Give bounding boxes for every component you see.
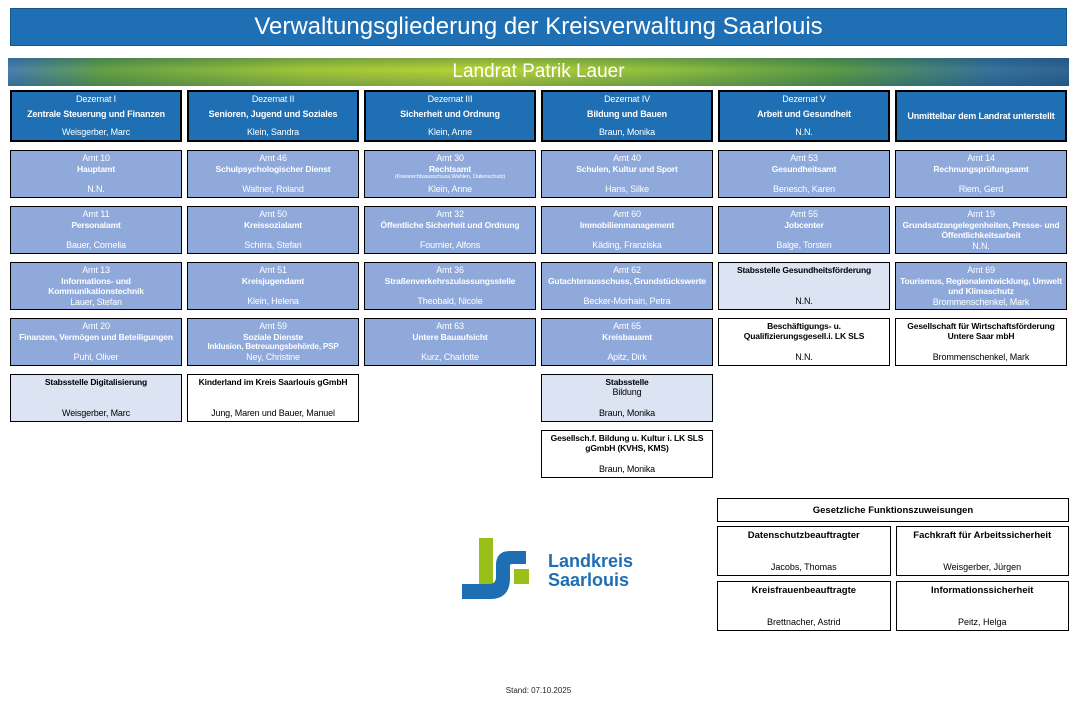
box-title: Öffentliche Sicherheit und Ordnung (380, 219, 520, 230)
logo-text (548, 552, 633, 591)
box-name: Klein, Anne (428, 127, 472, 137)
box-code: Amt 63 (436, 321, 464, 331)
box-code: Amt 40 (613, 153, 641, 163)
box-dezernat-ii (187, 90, 359, 142)
box-name: Riem, Gerd (958, 184, 1004, 195)
box-title: Senioren, Jugend und Soziales (208, 108, 338, 119)
box-name: Braun, Monika (598, 408, 656, 419)
box-title: Schulpsychologischer Dienst (215, 163, 331, 174)
page-title: Verwaltungsgliederung der Kreisverwaltung Saarlouis (10, 8, 1067, 46)
box-name: N.N. (972, 240, 990, 251)
box-name: Braun, Monika (598, 127, 656, 137)
stand-date: Stand: 07.10.2025 (505, 686, 572, 695)
box-name: Weisgerber, Marc (62, 408, 130, 419)
box-stabsstelle-digitalisierung (10, 374, 182, 422)
box-title: Personalamt (71, 219, 121, 230)
box-name: Waltner, Roland (242, 184, 304, 195)
box-title: Unmittelbar dem Landrat unterstellt (907, 110, 1055, 121)
box-dezernat-iv (541, 90, 713, 142)
box-name: Weisgerber, Jürgen (943, 562, 1022, 572)
box-amt-55 (718, 206, 890, 254)
box-code: Amt 36 (436, 265, 464, 275)
box-name: Jacobs, Thomas (770, 562, 837, 572)
box-amt-30 (364, 150, 536, 198)
box-title: Sicherheit und Ordnung (400, 108, 500, 119)
box-title: Rechtsamt (428, 163, 472, 174)
org-grid (10, 90, 1067, 478)
box-name: Weisgerber, Marc (62, 127, 130, 137)
box-code: Amt 53 (790, 153, 818, 163)
box-amt-63 (364, 318, 536, 366)
box-dezernat-i (10, 90, 182, 142)
box-title: Informationssicherheit (931, 585, 1034, 596)
box-sub: Inklusion, Betreuungsbehörde, PSP (207, 342, 339, 352)
box-title: Immobilienmanagement (579, 219, 675, 230)
box-code: Amt 19 (967, 209, 995, 219)
legal-functions-grid (717, 526, 1069, 631)
box-fachkraft-arbeitssicherheit (896, 526, 1070, 576)
box-name: Balge, Torsten (776, 240, 832, 251)
box-amt-10 (10, 150, 182, 198)
box-title: Kreisbauamt (602, 331, 652, 342)
box-name: N.N. (795, 127, 813, 137)
box-amt-62 (541, 262, 713, 310)
box-amt-40 (541, 150, 713, 198)
box-amt-20 (10, 318, 182, 366)
box-name: Braun, Monika (598, 464, 656, 475)
box-title: Informations- und Kommunikationstechnik (48, 275, 144, 297)
box-code: Dezernat III (427, 94, 473, 104)
box-title: Kreissozialamt (244, 219, 302, 230)
box-code: Amt 59 (259, 321, 287, 331)
box-amt-46 (187, 150, 359, 198)
box-name: Brommenschenkel, Mark (932, 352, 1030, 363)
box-title: Untere Bauaufsicht (412, 331, 488, 342)
box-name: Käding, Franziska (592, 240, 662, 251)
box-title: Beschäftigungs- u. Qualifizierungsgesell.i. LK SLS (743, 321, 865, 342)
box-title: Gesellsch.f. Bildung u. Kultur i. LK SLS gGmbH (KVHS, KMS) (550, 433, 704, 454)
box-amt-65 (541, 318, 713, 366)
box-title: Kinderland im Kreis Saarlouis gGmbH (198, 377, 348, 387)
box-code: Amt 51 (259, 265, 287, 275)
box-name: Klein, Sandra (246, 127, 300, 137)
box-name: Peitz, Helga (957, 617, 1007, 627)
box-name: Kurz, Charlotte (421, 352, 479, 363)
box-code: Amt 13 (82, 265, 110, 275)
box-amt-53 (718, 150, 890, 198)
box-beschäftigungs-u-qualifizierungsgesell-i-lk-sls (718, 318, 890, 366)
box-code: Dezernat V (782, 94, 826, 104)
box-amt-51 (187, 262, 359, 310)
box-title: Bildung und Bauen (587, 108, 667, 119)
box-title: Tourismus, Regionalentwicklung, Umwelt und Klimaschutz (900, 275, 1062, 297)
box-title: Finanzen, Vermögen und Beteiligungen (19, 331, 173, 342)
box-code: Amt 32 (436, 209, 464, 219)
legal-functions-header: Gesetzliche Funktionszuweisungen (717, 498, 1069, 522)
box-name: Schirra, Stefan (244, 240, 302, 251)
box-amt-11 (10, 206, 182, 254)
box-code: Amt 20 (82, 321, 110, 331)
box-dezernat-v (718, 90, 890, 142)
box-amt-69 (895, 262, 1067, 310)
box-title2: Bildung (612, 387, 642, 398)
org-column-5 (718, 90, 890, 366)
box-title: Datenschutzbeauftragter (747, 530, 860, 541)
box-name: Lauer, Stefan (70, 296, 122, 307)
box-amt-19 (895, 206, 1067, 254)
box-title: Stabsstelle Gesundheitsförderung (736, 265, 872, 275)
box-amt-32 (364, 206, 536, 254)
box-title: Hauptamt (77, 163, 115, 174)
box-code: Dezernat II (251, 94, 295, 104)
box-name: Hans, Silke (605, 184, 649, 195)
box-name: Ney, Christine (246, 352, 300, 363)
box-gesellsch-f-bildung-u-kultur-i-lk-sls-ggmbh-kvhs (541, 430, 713, 478)
box-title: Fachkraft für Arbeitssicherheit (913, 530, 1052, 541)
box-code: Dezernat I (75, 94, 117, 104)
box-code: Amt 62 (613, 265, 641, 275)
box-code: Amt 60 (613, 209, 641, 219)
box-title: Arbeit und Gesundheit (757, 108, 851, 119)
box-title: Stabsstelle (605, 377, 649, 387)
box-gesellschaft-für-wirtschaftsförderung-untere-saa (895, 318, 1067, 366)
box-kreisfrauenbeauftragte (717, 581, 891, 631)
org-column-3 (364, 90, 536, 366)
landkreis-saarlouis-logo-icon (462, 538, 534, 604)
box-amt-59 (187, 318, 359, 366)
box-amt-36 (364, 262, 536, 310)
box-name: Fournier, Alfons (419, 240, 481, 251)
box-name: Benesch, Karen (773, 184, 835, 195)
box-title: Jobcenter (784, 219, 824, 230)
box-kinderland-im-kreis-saarlouis-ggmbh (187, 374, 359, 422)
box-title: Kreisfrauenbeauftragte (751, 585, 857, 596)
landkreis-saarlouis-logo (462, 538, 633, 604)
landrat-banner: Landrat Patrik Lauer (8, 58, 1069, 86)
box-unmittelbar-dem-landrat-unterstellt (895, 90, 1067, 142)
box-code: Amt 46 (259, 153, 287, 163)
box-dezernat-iii (364, 90, 536, 142)
box-title: Rechnungsprüfungsamt (933, 163, 1029, 174)
box-title: Gutachterausschuss, Grundstückswerte (547, 275, 707, 286)
org-column-2 (187, 90, 359, 422)
box-name: Apitz, Dirk (607, 352, 647, 363)
box-title: Gesundheitsamt (771, 163, 837, 174)
legal-functions-block (717, 498, 1069, 631)
org-column-4 (541, 90, 713, 478)
box-title: Kreisjugendamt (241, 275, 305, 286)
box-name: Theobald, Nicole (417, 296, 483, 307)
box-title: Gesellschaft für Wirtschaftsförderung Untere Saar mbH (907, 321, 1055, 342)
box-title: Stabsstelle Digitalisierung (44, 377, 148, 387)
box-name: Klein, Anne (428, 184, 472, 195)
box-title: Grundsatzangelegenheiten, Presse- und Öffentlichkeitsarbeit (902, 219, 1060, 241)
box-informationssicherheit (896, 581, 1070, 631)
box-datenschutzbeauftragter (717, 526, 891, 576)
box-name: Brommenschenkel, Mark (932, 296, 1030, 307)
box-name: Brettnacher, Astrid (766, 617, 841, 627)
box-amt-60 (541, 206, 713, 254)
box-stabsstelle (541, 374, 713, 422)
box-title: Straßenverkehrszulassungsstelle (384, 275, 516, 286)
box-name: Becker-Morhain, Petra (583, 296, 671, 307)
box-name: Puhl, Oliver (73, 352, 119, 363)
box-title: Zentrale Steuerung und Finanzen (27, 108, 165, 119)
org-column-1 (10, 90, 182, 422)
box-name: N.N. (87, 184, 105, 195)
box-name: Klein, Helena (247, 296, 299, 307)
logo-line1: Landkreis (548, 550, 634, 571)
box-title: Schulen, Kultur und Sport (576, 163, 678, 174)
box-amt-50 (187, 206, 359, 254)
box-code: Amt 14 (967, 153, 995, 163)
box-stabsstelle-gesundheitsförderung (718, 262, 890, 310)
logo-line2: Saarlouis (548, 570, 630, 590)
box-amt-13 (10, 262, 182, 310)
box-code: Amt 10 (82, 153, 110, 163)
box-code: Amt 69 (967, 265, 995, 275)
box-name: Bauer, Cornelia (66, 240, 126, 251)
box-code: Amt 55 (790, 209, 818, 219)
org-column-6 (895, 90, 1067, 366)
box-name: N.N. (795, 296, 813, 307)
box-code: Amt 50 (259, 209, 287, 219)
box-amt-14 (895, 150, 1067, 198)
box-code: Amt 30 (436, 153, 464, 163)
box-name: N.N. (795, 352, 813, 363)
box-name: Jung, Maren und Bauer, Manuel (211, 408, 335, 419)
box-code: Amt 11 (82, 209, 110, 219)
box-code: Dezernat IV (604, 94, 650, 104)
box-title: Soziale Dienste (242, 331, 304, 342)
box-note: (Kreisrechtsausschuss,Wahlen, Datenschutz) (394, 174, 506, 181)
box-code: Amt 65 (613, 321, 641, 331)
